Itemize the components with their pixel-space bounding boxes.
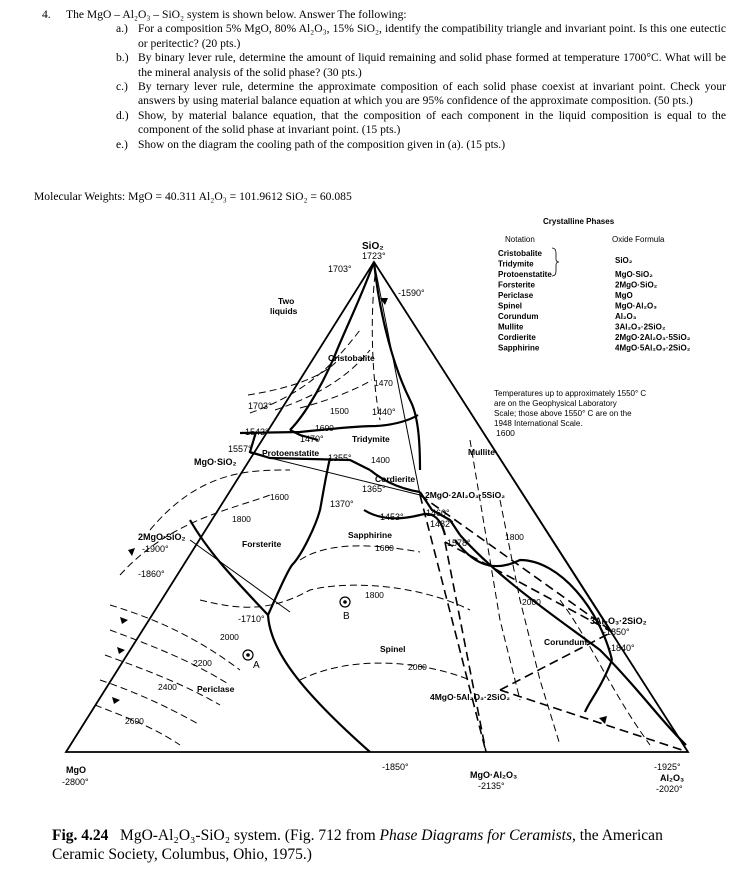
legend-phase-name: Corundum (498, 312, 539, 321)
label-2mgo-sio2: 2MgO·SiO₂ (138, 532, 186, 542)
molecular-weights: Molecular Weights: MgO = 40.311 Al₂O₃ = 101.9612 SiO₂ = 60.085 (34, 190, 352, 203)
label-2600: 2600 (125, 716, 144, 726)
label-1470-iso: 1470 (374, 378, 393, 388)
label-1703-left: 1703° (248, 401, 272, 411)
legend-phase-name: Sapphirine (498, 343, 540, 353)
legend-phase-formula: Al₂O₃ (615, 312, 637, 321)
legend-phase-name: Periclase (498, 291, 534, 300)
label-1500: 1500 (330, 406, 349, 416)
label-1840: -1840° (608, 643, 635, 653)
legend-phase-name: Spinel (498, 301, 523, 311)
label-mgo-al2o3: MgO·Al₂O₃ (470, 770, 518, 780)
apex-sio2-temp: 1723° (362, 251, 386, 261)
legend-phase-formula: 2MgO·SiO₂ (615, 280, 658, 290)
legend-phase-name: Mullite (498, 322, 524, 332)
part-text: By ternary lever rule, determine the approximate composition of each solid phase coexist at invariant point. Check your answers by using material balance equation at which you are 95% confidence of the approximate composition. (50 pts.) (138, 80, 726, 108)
label-1482: 1482° (430, 519, 454, 529)
field-cordierite: Cordierite (375, 474, 416, 484)
legend-col-formula: Oxide Formula (612, 235, 665, 244)
field-corundum: Corundum (544, 637, 587, 647)
legend-phase-name: Forsterite (498, 280, 535, 290)
label-1453: 1453° (380, 512, 404, 522)
part-label: a.) (116, 22, 128, 36)
legend-phase-name: Protoenstatite (498, 270, 552, 279)
label-2000-corundum: 2000 (522, 597, 541, 607)
label-1370: 1370° (330, 499, 354, 509)
part-text: Show on the diagram the cooling path of the composition given in (a). (15 pts.) (138, 137, 506, 151)
caption-book-title: Phase Diagrams for Ceramists (379, 827, 572, 844)
legend-brace (552, 248, 559, 276)
caption-text: MgO-Al₂O₃-SiO₂ system. (Fig. 712 from (120, 827, 380, 844)
field-spinel: Spinel (380, 644, 406, 654)
corner-al2o3-label: Al₂O₃ (660, 773, 685, 783)
part-label: e.) (116, 137, 128, 151)
legend-note-1: Temperatures up to approximately 1550° C (494, 389, 647, 398)
label-1365: 1365° (362, 484, 386, 494)
label-2400: 2400 (158, 682, 177, 692)
figure-caption (52, 826, 712, 864)
label-1600-fo: 1600 (270, 492, 289, 502)
caption-tail: , the American Ceramic Society, Columbus, Ohio, 1975.) (52, 827, 663, 863)
legend-note-2: are on the Geophysical Laboratory (494, 399, 617, 408)
isotherm-1600-sapphirine (300, 546, 420, 560)
label-1800-spinel: 1800 (365, 590, 384, 600)
isotherm-fo-1600 (150, 470, 290, 530)
label-1925: -1925° (654, 762, 681, 772)
legend-phase-formula: 2MgO·2Al₂O₃·5SiO₂ (615, 333, 691, 342)
label-1800-fo: 1800 (232, 514, 251, 524)
label-mgo-sio2: MgO·SiO₂ (194, 457, 237, 467)
field-cristobalite: Cristobalite (328, 353, 375, 363)
isotherm-p2 (110, 630, 230, 685)
isotherms (95, 275, 650, 745)
label-1710: -1710° (238, 614, 265, 624)
field-forsterite: Forsterite (242, 539, 282, 549)
isotherm-2000-spinel (300, 663, 470, 680)
tie-sapph (445, 542, 486, 752)
label-1850-base: -1850° (382, 762, 409, 772)
corner-mgo-label: MgO (66, 765, 86, 775)
legend-phase-formula: MgO (615, 291, 633, 300)
label-1590: -1590° (398, 288, 425, 298)
field-protoenstatite: Protoenstatite (262, 448, 320, 458)
label-1850-mullite: -1850° (603, 627, 630, 637)
label-1900: -1900° (142, 544, 169, 554)
two-liquids-label: Two liquids (270, 296, 298, 316)
apex-sio2-label: SiO₂ (362, 241, 384, 252)
label-2135: -2135° (478, 781, 505, 791)
boundary-cristobalite (290, 262, 374, 430)
boundary-corundum-spinel (585, 660, 612, 712)
label-1860: -1860° (138, 569, 165, 579)
label-1600-a: 1600 (315, 423, 334, 433)
label-2000-spinel: 2000 (408, 662, 427, 672)
label-1543: 1543° (245, 427, 269, 437)
legend-rows (498, 249, 691, 353)
legend-phase-formula: SiO₂ (615, 256, 633, 265)
arrow-mark (120, 617, 128, 624)
thin-lines (190, 259, 612, 632)
arrow-mark (117, 647, 125, 654)
diagram-labels (62, 241, 684, 794)
part-text: Show, by material balance equation, that the composition of each component in the liquid composition is equal to the component of the solid phase at invariant point. (15 pts.) (138, 108, 726, 137)
legend-phase-formula: 3Al₂O₃·2SiO₂ (615, 322, 666, 332)
arrow-mark (380, 298, 388, 305)
field-sapphirine: Sapphirine (348, 530, 392, 540)
label-1557: 1557° (228, 444, 252, 454)
corner-mgo-temp: -2800° (62, 777, 89, 787)
label-cordierite-composition: 2MgO·2Al₂O₃·5SiO₂ (425, 490, 505, 500)
label-sapphirine-composition: 4MgO·5Al₂O₃·2SiO₂ (430, 692, 510, 702)
part-text: By binary lever rule, determine the amount of liquid remaining and solid phase formed at temperature 1700°C. What will be the mineral analysis of the solid phase? (30 pts.) (138, 51, 726, 79)
label-1460: 1460° (426, 508, 450, 518)
corner-al2o3-temp: -2020° (656, 784, 683, 794)
legend-phase-formula: MgO·SiO₂ (615, 270, 653, 279)
legend-phase-name: Cristobalite (498, 249, 543, 258)
legend-phase-formula: MgO·Al₂O₃ (615, 301, 657, 311)
legend-phase-formula: 4MgO·5Al₂O₃·2SiO₂ (615, 343, 691, 353)
label-1578: 1578° (447, 538, 471, 548)
field-periclase: Periclase (197, 684, 235, 694)
question-number: 4. (42, 8, 51, 21)
tie-cord-spinel (420, 495, 486, 752)
part-label: b.) (116, 51, 129, 65)
caption-figure-number: Fig. 4.24 (52, 827, 109, 844)
label-1440: 1440° (372, 407, 396, 417)
label-1355: 1355° (328, 453, 352, 463)
point-b (340, 597, 350, 622)
arrow-mark (112, 697, 120, 704)
legend-note-4: 1948 International Scale. (494, 419, 583, 428)
label-1400: 1400 (371, 455, 390, 465)
boundary-spinel-periclase (268, 615, 370, 752)
part-label: d.) (116, 108, 129, 122)
field-mullite: Mullite (468, 447, 495, 457)
label-mullite-composition: 3Al₂O₃·2SiO₂ (590, 616, 647, 626)
question-intro-text: The MgO – Al₂O₃ – SiO₂ system is shown below. Answer The following: (66, 8, 407, 21)
point-b-label: B (343, 611, 350, 622)
legend-col-notation: Notation (505, 235, 535, 244)
legend-note-3: Scale; those above 1550° C are on the (494, 409, 632, 418)
part-label: c.) (116, 80, 128, 94)
legend-phase-name: Tridymite (498, 259, 534, 269)
point-a (243, 650, 260, 671)
arrow-mark (128, 548, 135, 556)
part-text: For a composition 5% MgO, 80% Al₂O₃, 15% SiO₂, identify the compatibility triangle and invariant point. Is this one eutectic or peritectic? (20 pts.) (138, 22, 726, 50)
legend (494, 217, 691, 428)
legend-phase-name: Cordierite (498, 333, 536, 342)
label-1600-sapph: 1600 (375, 543, 394, 553)
label-1703-top: 1703° (328, 264, 352, 274)
tie-sapph2-corundum (500, 690, 688, 752)
field-tridymite: Tridymite (352, 434, 390, 444)
legend-title: Crystalline Phases (543, 217, 615, 226)
tie-sapph-mullite (445, 542, 612, 632)
label-1600-mullite: 1600 (496, 428, 515, 438)
point-a-label: A (253, 660, 260, 671)
label-1470: 1470° (300, 434, 324, 444)
label-1800-mullite: 1800 (505, 532, 524, 542)
label-2000-a: 2000 (220, 632, 239, 642)
label-2200: 2200 (193, 658, 212, 668)
isotherm-1800 (200, 585, 470, 610)
boundary-forsterite-spinel (268, 458, 330, 615)
